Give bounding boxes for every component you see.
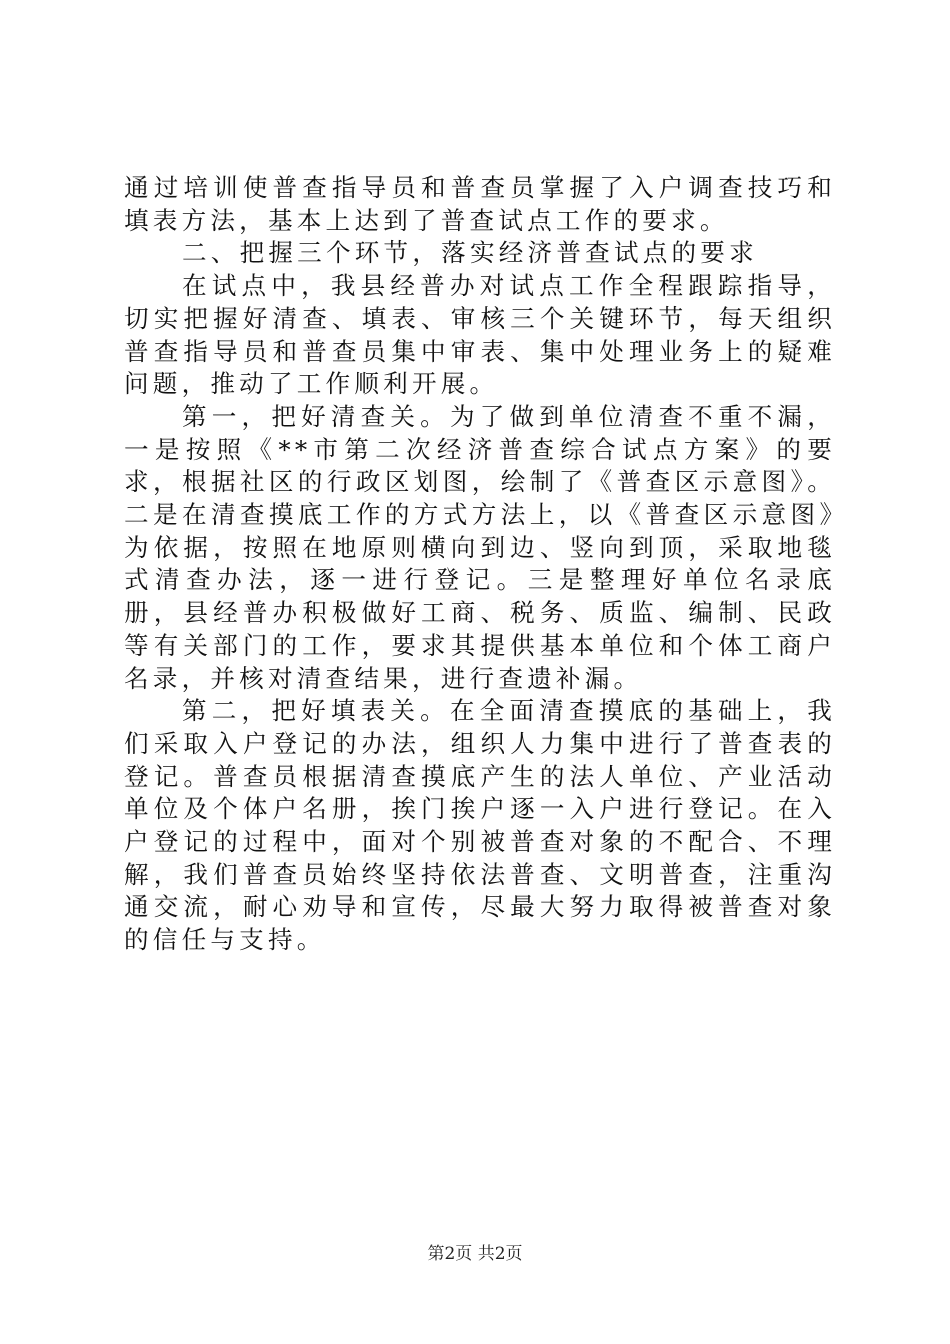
paragraph-first-checkpoint: 第一，把好清查关。为了做到单位清查不重不漏，一是按照《**市第二次经济普查综合试点方案》的要求，根据社区的行政区划图，绘制了《普查区示意图》。二是在清查摸底工作的方式方法上，以《普查区示意图》为依据，按照在地原则横向到边、竖向到顶，采取地毯式清查办法，逐一进行登记。三是整理好单位名录底册，县经普办积极做好工商、税务、质监、编制、民政等有关部门的工作，要求其提供基本单位和个体工商户名录，并核对清查结果，进行查遗补漏。 [124, 401, 836, 693]
document-body [124, 172, 836, 957]
paragraph-overview: 在试点中，我县经普办对试点工作全程跟踪指导，切实把握好清查、填表、审核三个关键环节，每天组织普查指导员和普查员集中审表、集中处理业务上的疑难问题，推动了工作顺利开展。 [124, 271, 836, 399]
page-number-footer: 第2页 共2页 [427, 1244, 523, 1264]
section-heading: 二、把握三个环节，落实经济普查试点的要求 [182, 238, 758, 268]
paragraph-intro-continuation: 通过培训使普查指导员和普查员掌握了入户调查技巧和填表方法，基本上达到了普查试点工作的要求。 [124, 173, 836, 235]
paragraph-second-checkpoint: 第二，把好填表关。在全面清查摸底的基础上，我们采取入户登记的办法，组织人力集中进行了普查表的登记。普查员根据清查摸底产生的法人单位、产业活动单位及个体户名册，挨门挨户逐一入户进行登记。在入户登记的过程中，面对个别被普查对象的不配合、不理解，我们普查员始终坚持依法普查、文明普查，注重沟通交流，耐心劝导和宣传，尽最大努力取得被普查对象的信任与支持。 [124, 696, 836, 955]
